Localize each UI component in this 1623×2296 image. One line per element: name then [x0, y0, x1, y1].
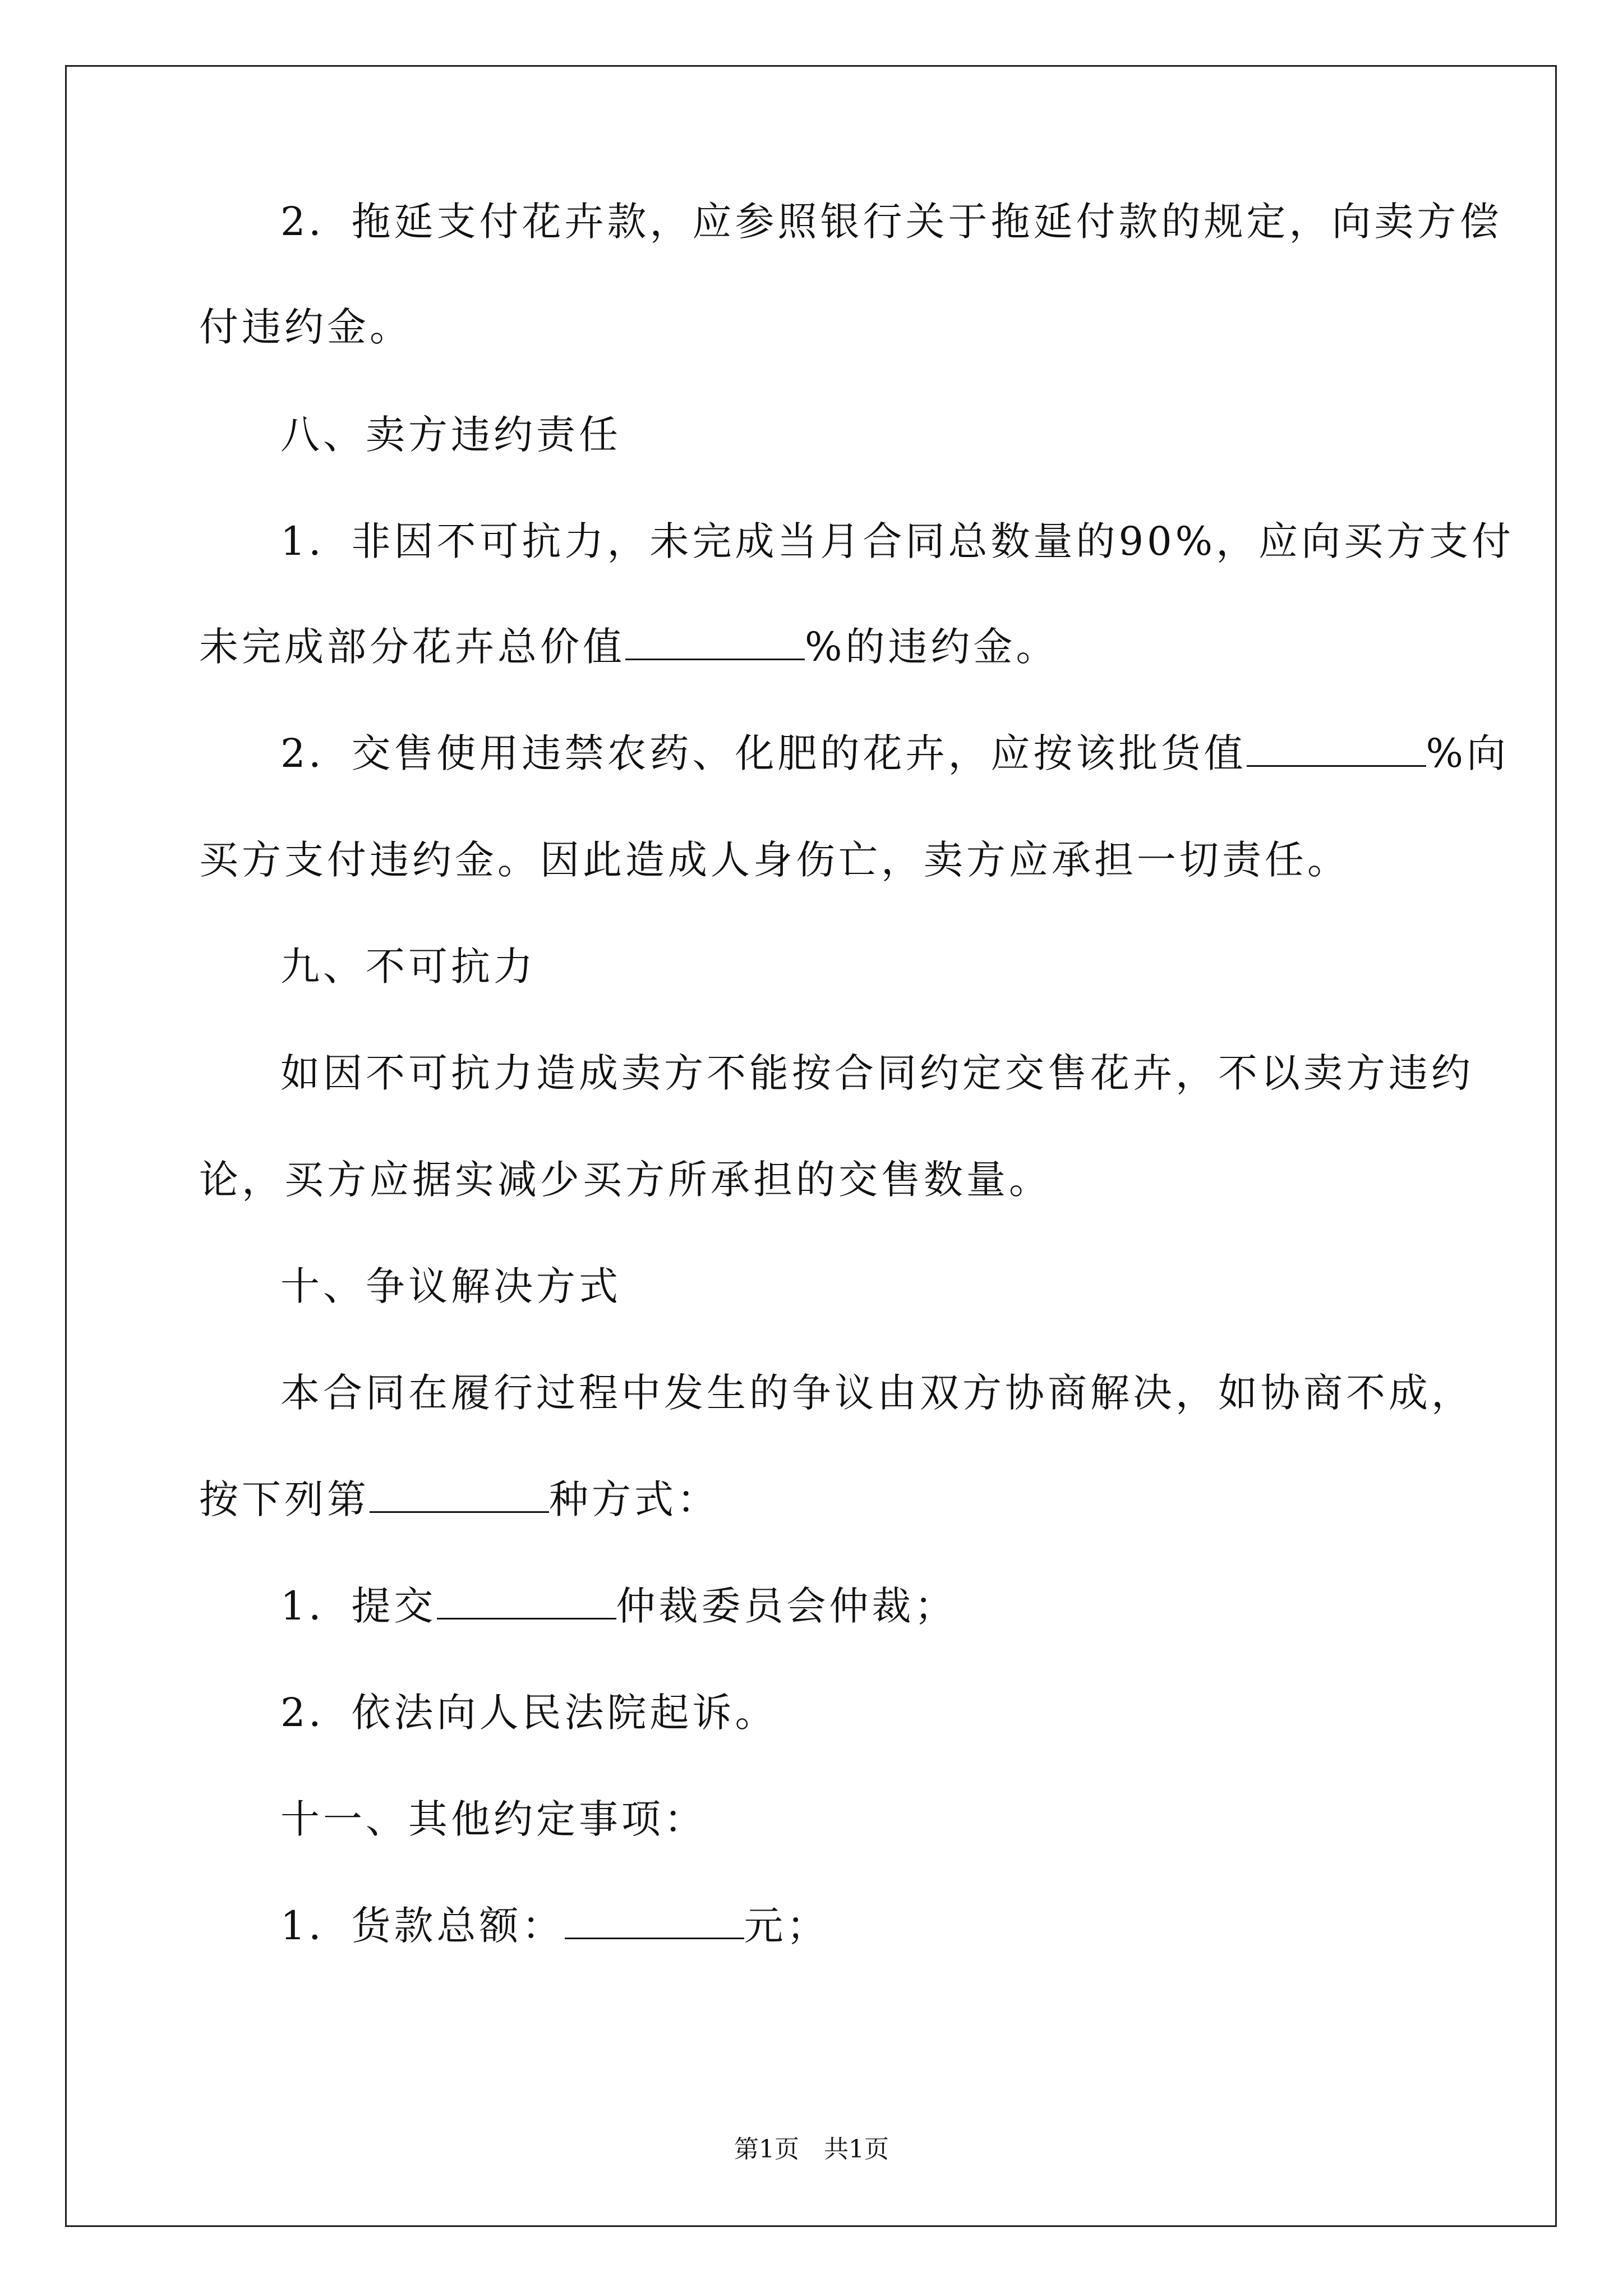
paragraph-line: 论，买方应据实减少买方所承担的交售数量。 [199, 1157, 1052, 1203]
paragraph-line: 2．拖延支付花卉款，应参照银行关于拖延付款的规定，向卖方偿 [280, 199, 1502, 245]
section-heading: 九、不可抗力 [280, 944, 536, 990]
line-text: 仲裁委员会仲裁； [616, 1583, 957, 1629]
line-text: 1．货款总额： [280, 1903, 565, 1949]
fill-in-blank [565, 1904, 744, 1939]
paragraph-line [199, 622, 1059, 672]
fill-in-blank [1247, 731, 1426, 767]
section-heading: 十一、其他约定事项： [280, 1796, 707, 1842]
paragraph-line [280, 1901, 829, 1951]
paragraph-line [199, 1474, 720, 1525]
fill-in-blank [437, 1584, 616, 1619]
page-footer: 第1页 共1页 [734, 2135, 889, 2164]
paragraph-line: 如因不可抗力造成卖方不能按合同约定交售花卉，不以卖方违约 [280, 1050, 1474, 1096]
line-text: 2．交售使用违禁农药、化肥的花卉，应按该批货值 [280, 730, 1247, 776]
paragraph-line [280, 728, 1509, 779]
paragraph-line [280, 1581, 957, 1631]
line-text: 种方式： [549, 1476, 720, 1522]
section-heading: 八、卖方违约责任 [280, 412, 621, 458]
section-heading: 十、争议解决方式 [280, 1263, 621, 1309]
line-text: 按下列第 [199, 1476, 370, 1522]
line-text: 未完成部分花卉总价值 [199, 624, 625, 670]
line-text: %的违约金。 [805, 624, 1059, 670]
line-text: 元； [744, 1903, 829, 1949]
line-text: %向 [1426, 730, 1510, 776]
paragraph-line: 本合同在履行过程中发生的争议由双方协商解决，如协商不成， [280, 1370, 1474, 1416]
fill-in-blank [625, 625, 805, 660]
paragraph-line: 买方支付违约金。因此造成人身伤亡，卖方应承担一切责任。 [199, 837, 1350, 883]
paragraph-line: 1．非因不可抗力，未完成当月合同总数量的90%，应向买方支付 [280, 518, 1515, 564]
paragraph-line: 付违约金。 [199, 304, 412, 350]
paragraph-line: 2．依法向人民法院起诉。 [280, 1690, 778, 1736]
fill-in-blank [370, 1478, 549, 1513]
line-text: 1．提交 [280, 1583, 437, 1629]
